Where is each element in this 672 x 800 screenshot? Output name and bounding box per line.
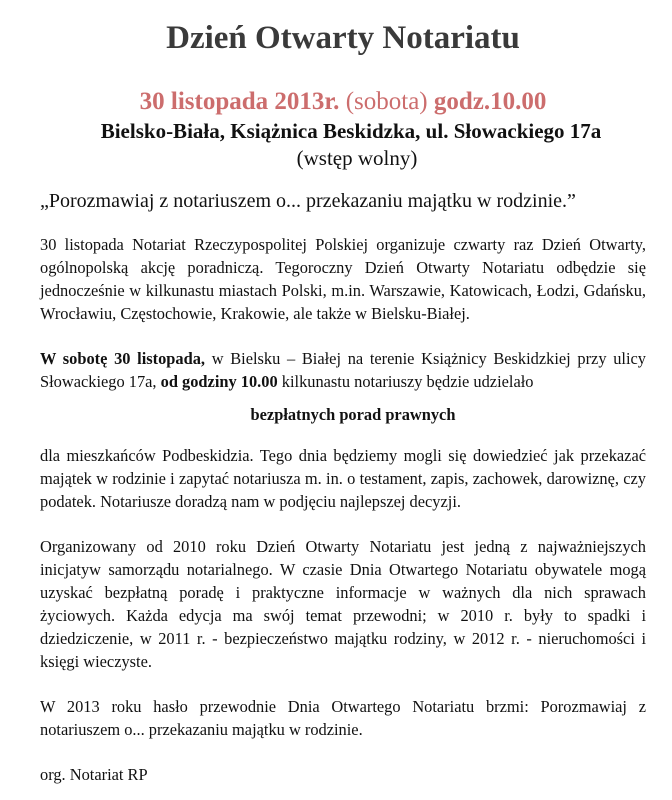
event-venue: Bielsko-Biała, Książnica Beskidzka, ul. Słowackiego 17a [100,119,602,143]
page-title: Dzień Otwarty Notariatu [166,20,520,56]
event-weekday: (sobota) [345,88,428,115]
entry-note: (wstęp wolny) [296,146,418,170]
event-day-bold: W sobotę 30 listopada, [40,349,206,368]
motto-quote: „Porozmawiaj z notariuszem o... przekazaniu majątku w rodzinie.” [40,190,576,212]
event-hour-bold: od godziny 10.00 [160,372,278,391]
event-notaries-text: kilkunastu notariuszy będzie udzielało [277,372,534,391]
history-paragraph: Organizowany od 2010 roku Dzień Otwarty Notariatu jest jedną z najważniejszych inicjatyw samorządu notarialnego. W czasie Dnia Otwartego Notariatu obywatele mogą uzyskać bezpłatną poradę i praktyczne informacje w ważnych dla nich sprawach życiowych. Każda edycja ma swój temat przewodni; w 2010 r. były to spadki i dziedziczenie, w 2011 r. - bezpieczeństwo majątku rodziny, w 2012 r. - nieruchomości i księgi wieczyste. [40,537,646,671]
free-advice-highlight: bezpłatnych porad prawnych [250,405,456,424]
intro-paragraph: 30 listopada Notariat Rzeczypospolitej Polskiej organizuje czwarty raz Dzień Otwarty, ogólnopolską akcję poradniczą. Tegoroczny Dzień Otwarty Notariatu odbędzie się jednocześnie w kilkunastu miastach Polski, m.in. Warszawie, Katowicach, Łodzi, Gdańsku, Wrocławiu, Częstochowie, Krakowie, ale także w Bielsku-Białej. [40,235,646,323]
event-date-line [40,87,646,117]
event-date: 30 listopada 2013r. [139,88,340,115]
motto-paragraph: W 2013 roku hasło przewodnie Dnia Otwartego Notariatu brzmi: Porozmawiaj z notariuszem o... przekazaniu majątku w rodzinie. [40,697,646,739]
advice-topics-paragraph: dla mieszkańców Podbeskidzia. Tego dnia będziemy mogli się dowiedzieć jak przekazać majątek w rodzinie i zapytać notariusza m. in. o testament, zapis, zachowek, darowiznę, czy podatek. Notariusze doradzą nam w podjęciu najlepszej decyzji. [40,446,646,511]
organizer-signature: org. Notariat RP [40,765,148,784]
event-place-text: w Bielsku – Białej na terenie Książnicy Beskidzkiej przy ulicy Słowackiego 17a, [40,349,646,391]
event-details-paragraph [40,347,646,393]
event-time: godz.10.00 [433,88,547,115]
